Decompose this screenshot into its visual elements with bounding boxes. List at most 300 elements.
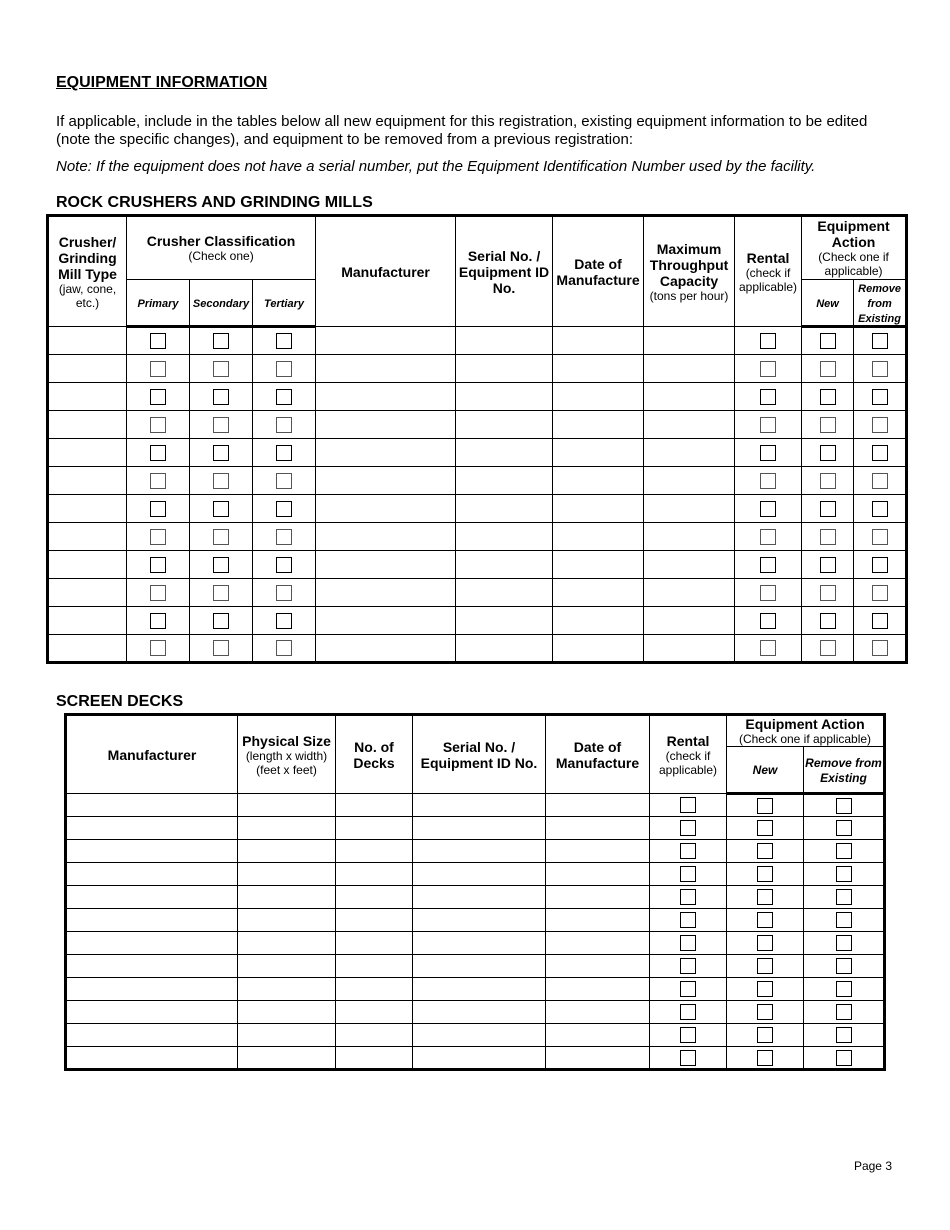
crushers-table-body xyxy=(48,327,907,663)
physical-size-input[interactable] xyxy=(238,1024,336,1047)
no-of-decks-input[interactable] xyxy=(336,1001,413,1024)
rental-cell xyxy=(735,327,802,355)
new-checkbox[interactable] xyxy=(757,1004,773,1020)
rental-checkbox[interactable] xyxy=(680,981,696,997)
max-capacity-input[interactable] xyxy=(644,523,735,551)
remove-from-existing-checkbox[interactable] xyxy=(836,866,852,882)
manufacturer-input[interactable] xyxy=(66,932,238,955)
tertiary-checkbox[interactable] xyxy=(276,333,292,349)
mill-type-input[interactable] xyxy=(48,383,127,411)
new-cell xyxy=(727,817,804,840)
new-cell xyxy=(802,467,854,495)
date-of-manufacture-input[interactable] xyxy=(546,840,650,863)
max-capacity-input[interactable] xyxy=(644,411,735,439)
date-of-manufacture-input[interactable] xyxy=(553,495,644,523)
rental-checkbox[interactable] xyxy=(760,585,776,601)
rental-cell xyxy=(735,607,802,635)
date-of-manufacture-input[interactable] xyxy=(546,932,650,955)
new-checkbox[interactable] xyxy=(820,557,836,573)
date-of-manufacture-input[interactable] xyxy=(553,579,644,607)
rental-checkbox[interactable] xyxy=(760,389,776,405)
tertiary-checkbox[interactable] xyxy=(276,613,292,629)
serial-no-input[interactable] xyxy=(413,794,546,817)
manufacturer-input[interactable] xyxy=(316,523,456,551)
primary-cell xyxy=(127,579,190,607)
remove-from-existing-checkbox[interactable] xyxy=(836,981,852,997)
manufacturer-input[interactable] xyxy=(66,863,238,886)
date-of-manufacture-input[interactable] xyxy=(553,327,644,355)
new-cell xyxy=(802,607,854,635)
remove-from-existing-cell xyxy=(854,607,907,635)
remove-from-existing-checkbox[interactable] xyxy=(836,935,852,951)
manufacturer-input[interactable] xyxy=(316,579,456,607)
max-capacity-input[interactable] xyxy=(644,635,735,663)
serial-no-input[interactable] xyxy=(456,523,553,551)
new-checkbox[interactable] xyxy=(757,820,773,836)
secondary-checkbox[interactable] xyxy=(213,501,229,517)
header-tertiary: Tertiary xyxy=(253,280,316,327)
page-number: Page 3 xyxy=(853,1159,892,1173)
secondary-checkbox[interactable] xyxy=(213,417,229,433)
mill-type-input[interactable] xyxy=(48,579,127,607)
serial-no-input[interactable] xyxy=(456,439,553,467)
tertiary-checkbox[interactable] xyxy=(276,557,292,573)
secondary-checkbox[interactable] xyxy=(213,445,229,461)
primary-checkbox[interactable] xyxy=(150,640,166,656)
date-of-manufacture-input[interactable] xyxy=(546,794,650,817)
new-checkbox[interactable] xyxy=(820,361,836,377)
primary-checkbox[interactable] xyxy=(150,585,166,601)
crushers-table-title: ROCK CRUSHERS AND GRINDING MILLS xyxy=(56,194,373,211)
new-checkbox[interactable] xyxy=(757,843,773,859)
mill-type-input[interactable] xyxy=(48,523,127,551)
rental-checkbox[interactable] xyxy=(760,501,776,517)
screens-table-title: SCREEN DECKS xyxy=(56,693,184,710)
table-row xyxy=(66,886,885,909)
serial-no-input[interactable] xyxy=(456,551,553,579)
new-checkbox[interactable] xyxy=(820,613,836,629)
date-of-manufacture-input[interactable] xyxy=(546,817,650,840)
rental-cell xyxy=(650,1024,727,1047)
remove-from-existing-checkbox[interactable] xyxy=(836,820,852,836)
rental-cell xyxy=(735,355,802,383)
rental-checkbox[interactable] xyxy=(680,935,696,951)
table-row xyxy=(48,607,907,635)
tertiary-checkbox[interactable] xyxy=(276,501,292,517)
no-of-decks-input[interactable] xyxy=(336,794,413,817)
header-manufacturer: Manufacturer xyxy=(66,715,238,794)
remove-from-existing-checkbox[interactable] xyxy=(836,912,852,928)
table-row xyxy=(66,909,885,932)
mill-type-input[interactable] xyxy=(48,495,127,523)
tertiary-checkbox[interactable] xyxy=(276,417,292,433)
manufacturer-input[interactable] xyxy=(66,840,238,863)
header-serial-no: Serial No. / Equipment ID No. xyxy=(456,216,553,327)
new-cell xyxy=(727,1001,804,1024)
primary-checkbox[interactable] xyxy=(150,529,166,545)
new-cell xyxy=(727,932,804,955)
new-checkbox[interactable] xyxy=(757,958,773,974)
secondary-checkbox[interactable] xyxy=(213,529,229,545)
secondary-checkbox[interactable] xyxy=(213,473,229,489)
date-of-manufacture-input[interactable] xyxy=(546,978,650,1001)
no-of-decks-input[interactable] xyxy=(336,1047,413,1070)
new-cell xyxy=(727,1047,804,1070)
date-of-manufacture-input[interactable] xyxy=(553,607,644,635)
serial-no-input[interactable] xyxy=(456,495,553,523)
serial-no-input[interactable] xyxy=(456,635,553,663)
no-of-decks-input[interactable] xyxy=(336,978,413,1001)
rental-cell xyxy=(650,978,727,1001)
rental-cell xyxy=(650,840,727,863)
manufacturer-input[interactable] xyxy=(66,1047,238,1070)
new-checkbox[interactable] xyxy=(820,529,836,545)
rental-checkbox[interactable] xyxy=(680,889,696,905)
table-row xyxy=(66,932,885,955)
date-of-manufacture-input[interactable] xyxy=(546,1001,650,1024)
rental-checkbox[interactable] xyxy=(760,473,776,489)
remove-from-existing-cell xyxy=(804,978,885,1001)
max-capacity-input[interactable] xyxy=(644,439,735,467)
table-row xyxy=(66,794,885,817)
serial-no-input[interactable] xyxy=(413,909,546,932)
rental-checkbox[interactable] xyxy=(680,912,696,928)
tertiary-cell xyxy=(253,607,316,635)
secondary-checkbox[interactable] xyxy=(213,640,229,656)
physical-size-input[interactable] xyxy=(238,840,336,863)
date-of-manufacture-input[interactable] xyxy=(553,383,644,411)
new-checkbox[interactable] xyxy=(820,445,836,461)
physical-size-input[interactable] xyxy=(238,955,336,978)
rental-checkbox[interactable] xyxy=(680,797,696,813)
date-of-manufacture-input[interactable] xyxy=(553,355,644,383)
manufacturer-input[interactable] xyxy=(316,327,456,355)
new-cell xyxy=(727,794,804,817)
manufacturer-input[interactable] xyxy=(66,978,238,1001)
new-checkbox[interactable] xyxy=(757,981,773,997)
physical-size-input[interactable] xyxy=(238,978,336,1001)
remove-from-existing-checkbox[interactable] xyxy=(872,529,888,545)
primary-checkbox[interactable] xyxy=(150,333,166,349)
remove-from-existing-cell xyxy=(854,439,907,467)
no-of-decks-input[interactable] xyxy=(336,817,413,840)
new-cell xyxy=(802,551,854,579)
new-cell xyxy=(802,327,854,355)
manufacturer-input[interactable] xyxy=(66,1024,238,1047)
mill-type-input[interactable] xyxy=(48,411,127,439)
new-cell xyxy=(727,909,804,932)
manufacturer-input[interactable] xyxy=(316,495,456,523)
serial-no-input[interactable] xyxy=(456,327,553,355)
manufacturer-input[interactable] xyxy=(316,607,456,635)
secondary-checkbox[interactable] xyxy=(213,333,229,349)
tertiary-cell xyxy=(253,467,316,495)
secondary-cell xyxy=(190,551,253,579)
physical-size-input[interactable] xyxy=(238,909,336,932)
remove-from-existing-checkbox[interactable] xyxy=(872,389,888,405)
manufacturer-input[interactable] xyxy=(316,467,456,495)
date-of-manufacture-input[interactable] xyxy=(553,439,644,467)
tertiary-checkbox[interactable] xyxy=(276,640,292,656)
max-capacity-input[interactable] xyxy=(644,327,735,355)
new-checkbox[interactable] xyxy=(820,585,836,601)
primary-checkbox[interactable] xyxy=(150,389,166,405)
max-capacity-input[interactable] xyxy=(644,495,735,523)
rental-checkbox[interactable] xyxy=(680,1050,696,1066)
serial-no-input[interactable] xyxy=(413,1047,546,1070)
screen-decks-table xyxy=(64,713,886,1071)
no-of-decks-input[interactable] xyxy=(336,932,413,955)
remove-from-existing-checkbox[interactable] xyxy=(836,1050,852,1066)
date-of-manufacture-input[interactable] xyxy=(546,886,650,909)
max-capacity-input[interactable] xyxy=(644,607,735,635)
date-of-manufacture-input[interactable] xyxy=(553,523,644,551)
serial-no-input[interactable] xyxy=(413,840,546,863)
tertiary-cell xyxy=(253,495,316,523)
remove-from-existing-checkbox[interactable] xyxy=(872,585,888,601)
physical-size-input[interactable] xyxy=(238,863,336,886)
tertiary-cell xyxy=(253,383,316,411)
serial-no-input[interactable] xyxy=(413,817,546,840)
remove-from-existing-checkbox[interactable] xyxy=(872,640,888,656)
max-capacity-input[interactable] xyxy=(644,355,735,383)
primary-cell xyxy=(127,383,190,411)
secondary-checkbox[interactable] xyxy=(213,585,229,601)
new-checkbox[interactable] xyxy=(757,935,773,951)
remove-from-existing-cell xyxy=(854,495,907,523)
secondary-checkbox[interactable] xyxy=(213,613,229,629)
tertiary-cell xyxy=(253,579,316,607)
header-rental: Rental (check if applicable) xyxy=(650,715,727,794)
new-checkbox[interactable] xyxy=(757,1050,773,1066)
remove-from-existing-checkbox[interactable] xyxy=(836,798,852,814)
serial-no-input[interactable] xyxy=(413,978,546,1001)
header-rental: Rental (check if applicable) xyxy=(735,216,802,327)
new-checkbox[interactable] xyxy=(757,866,773,882)
serial-no-input[interactable] xyxy=(413,932,546,955)
remove-from-existing-checkbox[interactable] xyxy=(836,1004,852,1020)
rental-checkbox[interactable] xyxy=(680,1004,696,1020)
secondary-checkbox[interactable] xyxy=(213,389,229,405)
rental-checkbox[interactable] xyxy=(760,417,776,433)
physical-size-input[interactable] xyxy=(238,1047,336,1070)
physical-size-input[interactable] xyxy=(238,1001,336,1024)
rental-checkbox[interactable] xyxy=(760,333,776,349)
new-checkbox[interactable] xyxy=(820,640,836,656)
date-of-manufacture-input[interactable] xyxy=(546,955,650,978)
date-of-manufacture-input[interactable] xyxy=(553,411,644,439)
serial-no-input[interactable] xyxy=(456,607,553,635)
manufacturer-input[interactable] xyxy=(316,551,456,579)
primary-cell xyxy=(127,467,190,495)
date-of-manufacture-input[interactable] xyxy=(553,551,644,579)
date-of-manufacture-input[interactable] xyxy=(546,909,650,932)
secondary-checkbox[interactable] xyxy=(213,557,229,573)
manufacturer-input[interactable] xyxy=(66,909,238,932)
new-checkbox[interactable] xyxy=(757,912,773,928)
primary-checkbox[interactable] xyxy=(150,361,166,377)
tertiary-checkbox[interactable] xyxy=(276,361,292,377)
crushers-table xyxy=(46,214,908,664)
manufacturer-input[interactable] xyxy=(66,817,238,840)
secondary-checkbox[interactable] xyxy=(213,361,229,377)
remove-from-existing-checkbox[interactable] xyxy=(872,501,888,517)
rental-cell xyxy=(650,932,727,955)
header-no-of-decks: No. of Decks xyxy=(336,715,413,794)
remove-from-existing-cell xyxy=(804,1001,885,1024)
remove-from-existing-cell xyxy=(854,635,907,663)
rental-checkbox[interactable] xyxy=(760,529,776,545)
new-checkbox[interactable] xyxy=(820,417,836,433)
serial-no-input[interactable] xyxy=(413,1024,546,1047)
primary-checkbox[interactable] xyxy=(150,473,166,489)
tertiary-checkbox[interactable] xyxy=(276,389,292,405)
no-of-decks-input[interactable] xyxy=(336,909,413,932)
mill-type-input[interactable] xyxy=(48,635,127,663)
mill-type-input[interactable] xyxy=(48,327,127,355)
rental-cell xyxy=(650,886,727,909)
remove-from-existing-checkbox[interactable] xyxy=(836,843,852,859)
header-secondary: Secondary xyxy=(190,280,253,327)
new-checkbox[interactable] xyxy=(820,501,836,517)
max-capacity-input[interactable] xyxy=(644,579,735,607)
max-capacity-input[interactable] xyxy=(644,551,735,579)
no-of-decks-input[interactable] xyxy=(336,886,413,909)
serial-no-input[interactable] xyxy=(456,467,553,495)
serial-no-input[interactable] xyxy=(456,579,553,607)
remove-from-existing-checkbox[interactable] xyxy=(872,333,888,349)
rental-checkbox[interactable] xyxy=(760,445,776,461)
mill-type-input[interactable] xyxy=(48,607,127,635)
mill-type-input[interactable] xyxy=(48,551,127,579)
new-checkbox[interactable] xyxy=(757,798,773,814)
manufacturer-input[interactable] xyxy=(316,439,456,467)
serial-no-input[interactable] xyxy=(413,955,546,978)
primary-checkbox[interactable] xyxy=(150,501,166,517)
screen-decks-table-body xyxy=(66,794,885,1070)
remove-from-existing-checkbox[interactable] xyxy=(872,445,888,461)
remove-from-existing-checkbox[interactable] xyxy=(836,1027,852,1043)
date-of-manufacture-input[interactable] xyxy=(553,635,644,663)
physical-size-input[interactable] xyxy=(238,932,336,955)
no-of-decks-input[interactable] xyxy=(336,840,413,863)
manufacturer-input[interactable] xyxy=(66,794,238,817)
remove-from-existing-cell xyxy=(804,794,885,817)
remove-from-existing-checkbox[interactable] xyxy=(836,958,852,974)
tertiary-checkbox[interactable] xyxy=(276,529,292,545)
remove-from-existing-cell xyxy=(854,355,907,383)
tertiary-checkbox[interactable] xyxy=(276,473,292,489)
remove-from-existing-checkbox[interactable] xyxy=(872,557,888,573)
primary-checkbox[interactable] xyxy=(150,417,166,433)
remove-from-existing-checkbox[interactable] xyxy=(872,613,888,629)
new-checkbox[interactable] xyxy=(820,389,836,405)
remove-from-existing-checkbox[interactable] xyxy=(872,361,888,377)
physical-size-input[interactable] xyxy=(238,886,336,909)
mill-type-input[interactable] xyxy=(48,467,127,495)
mill-type-input[interactable] xyxy=(48,439,127,467)
no-of-decks-input[interactable] xyxy=(336,955,413,978)
table-row xyxy=(66,1047,885,1070)
manufacturer-input[interactable] xyxy=(316,411,456,439)
primary-cell xyxy=(127,551,190,579)
manufacturer-input[interactable] xyxy=(316,383,456,411)
serial-no-input[interactable] xyxy=(456,355,553,383)
rental-checkbox[interactable] xyxy=(760,640,776,656)
serial-no-input[interactable] xyxy=(413,1001,546,1024)
new-checkbox[interactable] xyxy=(820,333,836,349)
rental-cell xyxy=(735,551,802,579)
new-checkbox[interactable] xyxy=(757,1027,773,1043)
manufacturer-input[interactable] xyxy=(66,955,238,978)
new-cell xyxy=(727,955,804,978)
new-cell xyxy=(802,411,854,439)
remove-from-existing-cell xyxy=(854,411,907,439)
date-of-manufacture-input[interactable] xyxy=(546,863,650,886)
header-crusher-classification: Crusher Classification (Check one) xyxy=(127,216,316,280)
secondary-cell xyxy=(190,523,253,551)
serial-no-input[interactable] xyxy=(413,886,546,909)
new-checkbox[interactable] xyxy=(820,473,836,489)
no-of-decks-input[interactable] xyxy=(336,863,413,886)
date-of-manufacture-input[interactable] xyxy=(546,1024,650,1047)
rental-checkbox[interactable] xyxy=(680,820,696,836)
tertiary-checkbox[interactable] xyxy=(276,585,292,601)
serial-no-input[interactable] xyxy=(456,411,553,439)
rental-checkbox[interactable] xyxy=(680,843,696,859)
secondary-cell xyxy=(190,467,253,495)
rental-checkbox[interactable] xyxy=(760,557,776,573)
manufacturer-input[interactable] xyxy=(316,635,456,663)
max-capacity-input[interactable] xyxy=(644,383,735,411)
date-of-manufacture-input[interactable] xyxy=(553,467,644,495)
new-checkbox[interactable] xyxy=(757,889,773,905)
tertiary-checkbox[interactable] xyxy=(276,445,292,461)
date-of-manufacture-input[interactable] xyxy=(546,1047,650,1070)
primary-checkbox[interactable] xyxy=(150,613,166,629)
rental-checkbox[interactable] xyxy=(760,613,776,629)
rental-checkbox[interactable] xyxy=(680,866,696,882)
physical-size-input[interactable] xyxy=(238,817,336,840)
manufacturer-input[interactable] xyxy=(66,886,238,909)
no-of-decks-input[interactable] xyxy=(336,1024,413,1047)
remove-from-existing-checkbox[interactable] xyxy=(836,889,852,905)
primary-cell xyxy=(127,495,190,523)
serial-no-input[interactable] xyxy=(413,863,546,886)
primary-checkbox[interactable] xyxy=(150,557,166,573)
max-capacity-input[interactable] xyxy=(644,467,735,495)
remove-from-existing-checkbox[interactable] xyxy=(872,473,888,489)
manufacturer-input[interactable] xyxy=(66,1001,238,1024)
primary-checkbox[interactable] xyxy=(150,445,166,461)
rental-checkbox[interactable] xyxy=(680,958,696,974)
rental-checkbox[interactable] xyxy=(680,1027,696,1043)
tertiary-cell xyxy=(253,635,316,663)
manufacturer-input[interactable] xyxy=(316,355,456,383)
physical-size-input[interactable] xyxy=(238,794,336,817)
rental-cell xyxy=(650,794,727,817)
remove-from-existing-cell xyxy=(854,579,907,607)
primary-cell xyxy=(127,439,190,467)
table-row xyxy=(66,863,885,886)
serial-no-input[interactable] xyxy=(456,383,553,411)
new-cell xyxy=(802,523,854,551)
rental-checkbox[interactable] xyxy=(760,361,776,377)
remove-from-existing-checkbox[interactable] xyxy=(872,417,888,433)
mill-type-input[interactable] xyxy=(48,355,127,383)
header-physical-size: Physical Size (length x width) (feet x feet) xyxy=(238,715,336,794)
remove-from-existing-cell xyxy=(854,327,907,355)
